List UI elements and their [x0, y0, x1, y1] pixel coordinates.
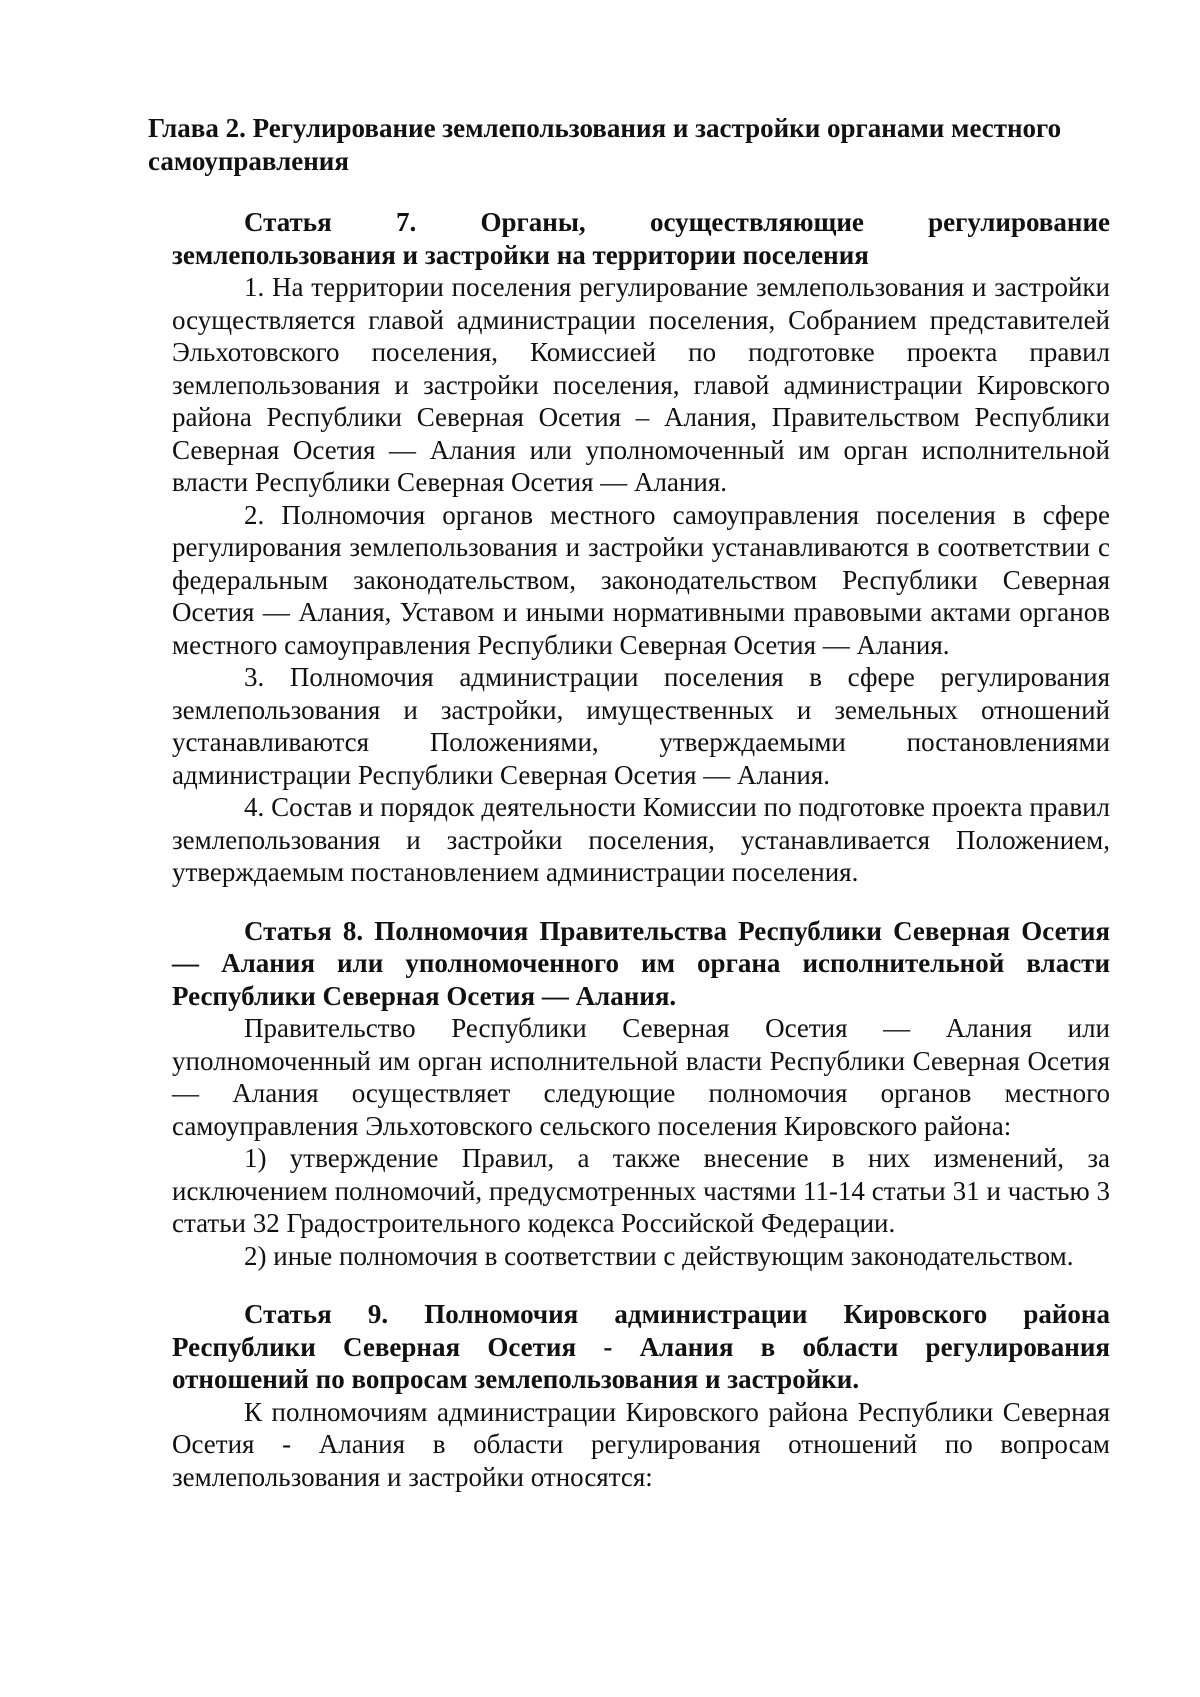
- article-7-paragraph-1: 1. На территории поселения регулирование землепользования и застройки осуществляется главой администрации поселения, Собранием представителей Эльхотовского поселения, Комиссией по подготовке проекта правил землепользования и застройки поселения, главой администрации Кировского района Республики Северная Осетия – Алания, Правительством Республики Северная Осетия — Алания или уполномоченный им орган исполнительной власти Республики Северная Осетия — Алания.: [172, 272, 1110, 497]
- article-8-paragraph-3: 2) иные полномочия в соответствии с действующим законодательством.: [244, 1240, 1074, 1271]
- document-body: [172, 206, 1110, 1493]
- article-8-paragraph-1: Правительство Республики Северная Осетия — Алания или уполномоченный им орган исполнительной власти Республики Северная Осетия — Алания осуществляет следующие полномочия органов местного самоуправления Эльхотовского сельского поселения Кировского района:: [172, 1013, 1110, 1141]
- article-7-paragraph-3: 3. Полномочия администрации поселения в сфере регулирования землепользования и застройки, имущественных и земельных отношений устанавливаются Положениями, утверждаемыми постановлениями администрации Республики Северная Осетия — Алания.: [172, 662, 1110, 790]
- article-9-paragraph-1: К полномочиям администрации Кировского района Республики Северная Осетия - Алания в области регулирования отношений по вопросам землепользования и застройки относятся:: [172, 1396, 1110, 1492]
- article-8-paragraph-2: 1) утверждение Правил, а также внесение в них изменений, за исключением полномочий, предусмотренных частями 11-14 статьи 31 и частью 3 статьи 32 Градостроительного кодекса Российской Федерации.: [172, 1143, 1110, 1238]
- article-7-paragraph-2: 2. Полномочия органов местного самоуправления поселения в сфере регулирования землепользования и застройки устанавливаются в соответствии с федеральным законодательством, законодательством Республики Северная Осетия — Алания, Уставом и иными нормативными правовыми актами органов местного самоуправления Республики Северная Осетия — Алания.: [172, 499, 1110, 660]
- article-9: [172, 1298, 1110, 1493]
- article-8-title: Статья 8. Полномочия Правительства Республики Северная Осетия — Алания или уполномоченного им органа исполнительной власти Республики Северная Осетия — Алания.: [172, 915, 1110, 1011]
- article-7-paragraph-4: 4. Состав и порядок деятельности Комиссии по подготовке проекта правил землепользования и застройки поселения, устанавливается Положением, утверждаемым постановлением администрации поселения.: [172, 792, 1110, 887]
- article-7-title: Статья 7. Органы, осуществляющие регулирование землепользования и застройки на территории поселения: [172, 207, 1110, 270]
- article-9-title: Статья 9. Полномочия администрации Кировского района Республики Северная Осетия - Алания в области регулирования отношений по вопросам землепользования и застройки.: [172, 1299, 1110, 1394]
- article-7: [172, 206, 1110, 889]
- chapter-title: Глава 2. Регулирование землепользования и застройки органами местного самоуправления: [148, 113, 1062, 176]
- article-8: [172, 915, 1110, 1273]
